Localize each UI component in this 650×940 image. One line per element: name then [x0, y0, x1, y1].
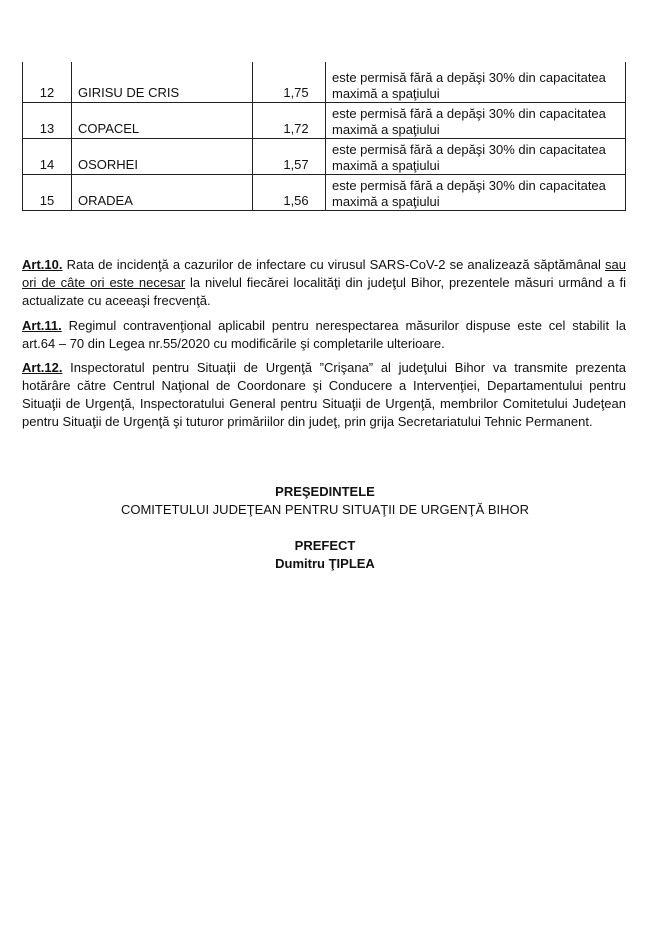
capacity-note: [326, 174, 626, 210]
capacity-note-line: este permisă fără a depăşi 30% din capacitatea: [332, 105, 606, 121]
table-row: [23, 102, 626, 138]
capacity-note: [326, 138, 626, 174]
capacity-note-line: maximă a spaţiului: [332, 157, 440, 173]
capacity-note-line: maximă a spaţiului: [332, 121, 440, 137]
table-row: [23, 138, 626, 174]
article-text: Inspectoratul pentru Situaţii de Urgenţă ”Crişana” al judeţului Bihor va transmite prezenta hotărâre către Centrul Naţional de Coordonare şi Conducere a Intervenţiei, Departamentului pentru Situaţii de Urgenţă, Inspectoratului General pentru Situaţii de Urgenţă, membrilor Comitetului Judeţean pentru Situaţii de Urgenţă şi tuturor primăriilor din judeţ, prin grija Secretariatului Tehnic Permanent.: [22, 360, 626, 429]
row-number: 15: [23, 174, 72, 210]
article-text: Rata de incidenţă a cazurilor de infectare cu virusul SARS-CoV-2 se analizează săptămânal: [62, 257, 606, 272]
article-label: Art.12.: [22, 360, 63, 375]
article-12: [22, 359, 626, 431]
incidence-rate: 1,72: [253, 102, 326, 138]
capacity-note-line: maximă a spaţiului: [332, 85, 440, 101]
article-text: Regimul contravenţional aplicabil pentru nerespectarea măsurilor dispuse este cel stabilit la art.64 – 70 din Legea nr.55/2020 cu modificările şi completarile ulterioare.: [22, 318, 626, 351]
signature-role: PREFECT: [294, 538, 356, 553]
signature-committee: COMITETULUI JUDEŢEAN PENTRU SITUAŢII DE URGENŢĂ BIHOR: [120, 502, 530, 517]
article-label: Art.10.: [22, 257, 63, 272]
article-underlined-text: sau ori de câte ori este necesar: [22, 257, 626, 290]
locality-name: GIRISU DE CRIS: [72, 62, 253, 102]
capacity-note: [326, 62, 626, 102]
article-text: la nivelul fiecărei localităţi din judeţul Bihor, prezentele măsuri urmând a fi actualizate cu aceeaşi frecvenţă.: [22, 275, 626, 308]
incidence-rate: 1,75: [253, 62, 326, 102]
article-label: Art.11.: [22, 318, 62, 333]
article-10: [22, 256, 626, 310]
locality-name: OSORHEI: [72, 138, 253, 174]
locality-name: ORADEA: [72, 174, 253, 210]
localities-table: [22, 62, 626, 211]
capacity-note-line: este permisă fără a depăşi 30% din capacitatea: [332, 69, 606, 85]
capacity-note: [326, 102, 626, 138]
capacity-note-line: este permisă fără a depăşi 30% din capacitatea: [332, 141, 606, 157]
locality-name: COPACEL: [72, 102, 253, 138]
row-number: 12: [23, 62, 72, 102]
row-number: 14: [23, 138, 72, 174]
article-11: [22, 317, 626, 353]
incidence-rate: 1,57: [253, 138, 326, 174]
signature-person: Dumitru ŢIPLEA: [275, 556, 375, 571]
signature-title: PREŞEDINTELE: [275, 484, 375, 499]
table-row: [23, 62, 626, 102]
incidence-rate: 1,56: [253, 174, 326, 210]
capacity-note-line: maximă a spaţiului: [332, 193, 440, 209]
capacity-note-line: este permisă fără a depăşi 30% din capacitatea: [332, 177, 606, 193]
row-number: 13: [23, 102, 72, 138]
table-row: [23, 174, 626, 210]
